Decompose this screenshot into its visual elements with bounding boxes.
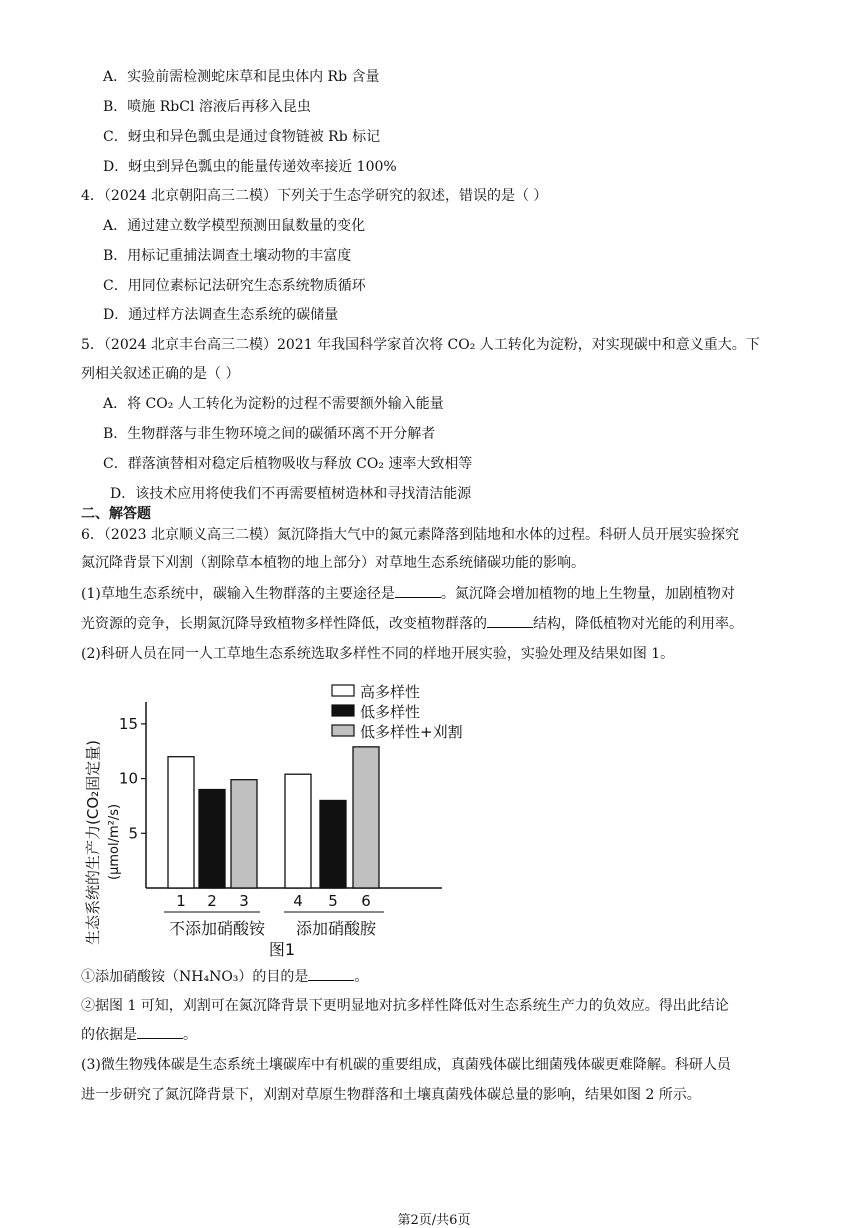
q6-part1-text-c: 光资源的竞争，长期氮沉降导致植物多样性降低，改变植物群落的	[81, 616, 487, 632]
y-ticks	[119, 715, 146, 842]
x-tick-label-2: 2	[207, 892, 217, 910]
q6-sub2-text-c: 。	[183, 1027, 197, 1043]
q6-stem-line1: 6．（2023 北京顺义高三二模）氮沉降指大气中的氮元素降落到陆地和水体的过程。科研人员开展实验探究	[81, 527, 739, 543]
section-title: 二、解答题	[81, 506, 151, 522]
q4-option-b: B．用标记重捕法调查土壤动物的丰富度	[103, 248, 352, 264]
answer-blank-1[interactable]	[395, 584, 441, 598]
x-tick-label-5: 5	[328, 892, 338, 910]
bar-4	[285, 774, 311, 888]
q4-stem: 4．（2024 北京朝阳高三二模）下列关于生态学研究的叙述，错误的是（ ）	[81, 188, 548, 204]
q6-part1-text-d: 结构，降低植物对光能的利用率。	[533, 616, 743, 632]
q6-sub2-text-b: 的依据是	[81, 1027, 137, 1043]
legend-swatch-1	[332, 685, 354, 696]
group-label-2: 添加硝酸胺	[295, 919, 377, 938]
figure-title: 图1	[268, 940, 296, 959]
q5-option-a: A．将 CO₂ 人工转化为淀粉的过程不需要额外输入能量	[103, 396, 444, 412]
chart-bars	[168, 747, 379, 888]
q6-sub1-text-a: ①添加硝酸铵（NH₄NO₃）的目的是	[81, 969, 309, 985]
q4-option-c: C．用同位素标记法研究生态系统物质循环	[103, 278, 366, 294]
q6-sub2-line2	[81, 1025, 197, 1045]
q5-option-d: D．该技术应用将使我们不再需要植树造林和寻找清洁能源	[110, 486, 472, 502]
q3-option-c: C．蚜虫和异色瓢虫是通过食物链被 Rb 标记	[103, 129, 381, 145]
q6-part3-line1: (3)微生物残体碳是生态系统土壤碳库中有机碳的重要组成，真菌残体碳比细菌残体碳更难降解。科研人员	[81, 1057, 731, 1073]
legend-label-2: 低多样性	[360, 703, 421, 721]
q5-option-b: B．生物群落与非生物环境之间的碳循环离不开分解者	[103, 426, 436, 442]
x-tick-label-6: 6	[361, 892, 371, 910]
q6-stem-line2: 氮沉降背景下刈割（割除草本植物的地上部分）对草地生态系统储碳功能的影响。	[81, 555, 585, 571]
x-tick-label-1: 1	[176, 892, 186, 910]
q5-stem-line1: 5．（2024 北京丰台高三二模）2021 年我国科学家首次将 CO₂ 人工转化为淀粉，对实现碳中和意义重大。下	[81, 337, 760, 353]
q6-part1-text-a: (1)草地生态系统中，碳输入生物群落的主要途径是	[81, 586, 395, 602]
bar-5	[320, 800, 346, 888]
group-label-1: 不添加硝酸铵	[168, 919, 266, 938]
q6-part1-text-b: 。氮沉降会增加植物的地上生物量，加剧植物对	[440, 586, 735, 602]
q4-option-a: A．通过建立数学模型预测田鼠数量的变化	[103, 218, 366, 234]
bar-1	[168, 757, 194, 888]
q3-option-b: B．喷施 RbCl 溶液后再移入昆虫	[103, 99, 311, 115]
x-tick-labels	[176, 892, 371, 910]
bar-2	[199, 790, 225, 888]
q6-part1-line1	[81, 584, 735, 604]
page-footer: 第2页/共6页	[397, 1213, 471, 1228]
y-axis-unit: (μmol/m²/s)	[107, 803, 122, 880]
q6-part2: (2)科研人员在同一人工草地生态系统选取多样性不同的样地开展实验，实验处理及结果如图 1。	[81, 646, 675, 662]
x-tick-label-3: 3	[239, 892, 249, 910]
q3-option-d: D．蚜虫到异色瓢虫的能量传递效率接近 100%	[103, 159, 397, 175]
group-labels	[164, 912, 384, 938]
figure-1-bar-chart	[80, 680, 500, 962]
legend-label-1: 高多样性	[360, 683, 421, 701]
answer-blank-4[interactable]	[137, 1025, 183, 1039]
q6-sub1	[81, 967, 368, 987]
q5-option-c: C．群落演替相对稳定后植物吸收与释放 CO₂ 速率大致相等	[103, 456, 473, 472]
q4-option-d: D．通过样方法调查生态系统的碳储量	[103, 307, 339, 323]
q6-part1-line2	[81, 614, 743, 634]
q3-option-a: A．实验前需检测蛇床草和昆虫体内 Rb 含量	[103, 69, 380, 85]
q6-sub1-text-b: 。	[354, 969, 369, 985]
chart-legend	[332, 683, 463, 741]
q6-part3-line2: 进一步研究了氮沉降背景下，刈割对草原生物群落和土壤真菌残体碳总量的影响，结果如图 2 所示。	[81, 1087, 701, 1103]
bar-3	[231, 780, 257, 888]
q5-stem-line2: 列相关叙述正确的是（ ）	[81, 366, 240, 382]
legend-swatch-3	[332, 725, 354, 736]
y-tick-label: 10	[118, 769, 138, 788]
y-tick-label: 5	[128, 824, 138, 843]
legend-label-3: 低多样性+刈割	[360, 723, 463, 741]
legend-swatch-2	[332, 705, 354, 716]
answer-blank-2[interactable]	[487, 614, 533, 628]
answer-blank-3[interactable]	[308, 967, 354, 981]
x-tick-label-4: 4	[293, 892, 303, 910]
q6-sub2-line1: ②据图 1 可知，刈割可在氮沉降背景下更明显地对抗多样性降低对生态系统生产力的负效应。得出此结论	[81, 998, 729, 1014]
bar-6	[353, 747, 379, 888]
y-tick-label: 15	[118, 714, 138, 733]
y-axis-label: 生态系统的生产力(CO₂固定量)	[84, 740, 102, 945]
